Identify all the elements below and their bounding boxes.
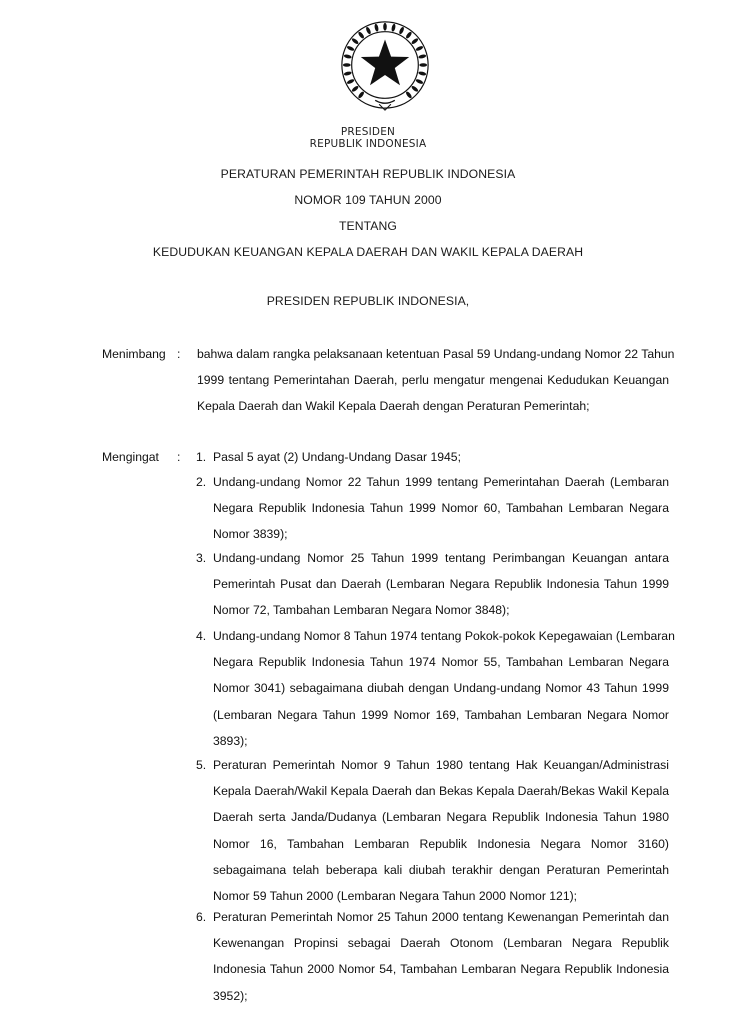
wreath-leaf [346, 45, 355, 52]
wreath-leaf [374, 24, 379, 32]
wreath-leaf [419, 63, 427, 67]
wreath-leaf [383, 23, 387, 31]
mengingat-item-number: 1. [196, 450, 207, 464]
mengingat-item-line: (Lembaran Negara Tahun 1999 Nomor 169, Tambahan Lembaran Negara Nomor [213, 707, 669, 722]
wreath-leaf [344, 54, 352, 59]
menimbang-text [197, 341, 675, 420]
mengingat-item [213, 623, 675, 754]
mengingat-label: Mengingat [102, 450, 159, 464]
mengingat-item [213, 904, 669, 1009]
wreath-leaf [351, 37, 359, 45]
wreath-leaf [357, 91, 365, 99]
mengingat-item-line: Pemerintah Pusat dan Daerah (Lembaran Negara Republik Indonesia Tahun 1999 [213, 577, 669, 592]
regulation-tentang: TENTANG [338, 219, 398, 233]
wreath-leaf [343, 63, 351, 67]
mengingat-item-line: Undang-undang Nomor 25 Tahun 1999 tentang Perimbangan Keuangan antara [213, 551, 669, 565]
mengingat-item-line: 3952); [213, 988, 248, 1003]
mengingat-colon: : [177, 450, 181, 464]
wreath-leaf [415, 78, 424, 85]
mengingat-item [213, 444, 669, 470]
mengingat-item-number: 4. [196, 629, 207, 643]
mengingat-item-line: Daerah serta Janda/Dudanya (Lembaran Negara Republik Indonesia Tahun 1980 [213, 810, 669, 825]
mengingat-item-line: sebagaimana telah beberapa kali diubah terakhir dengan Peraturan Pemerintah [213, 862, 669, 877]
regulation-title: PERATURAN PEMERINTAH REPUBLIK INDONESIA [220, 167, 516, 181]
mengingat-item-line: Nomor 72, Tambahan Lembaran Negara Nomor 3848); [213, 603, 510, 618]
wreath-leaf [415, 45, 424, 52]
regulation-number: NOMOR 109 TAHUN 2000 [294, 193, 442, 207]
mengingat-item-line: Pasal 5 ayat (2) Undang-Undang Dasar 1945; [213, 450, 461, 464]
mengingat-item-line: Kepala Daerah/Wakil Kepala Daerah dan Bekas Kepala Daerah/Bekas Wakil Kepala [213, 784, 669, 799]
menimbang-line: bahwa dalam rangka pelaksanaan ketentuan Pasal 59 Undang-undang Nomor 22 Tahun [197, 347, 675, 361]
president-heading: PRESIDEN REPUBLIK INDONESIA, [266, 294, 470, 308]
mengingat-item-line: Nomor 16, Tambahan Lembaran Republik Indonesia Negara Nomor 3160) [213, 836, 669, 851]
wreath-leaf [405, 91, 413, 99]
mengingat-item [213, 469, 669, 548]
mengingat-item-line: Undang-undang Nomor 22 Tahun 1999 tentang Pemerintahan Daerah (Lembaran [213, 475, 669, 489]
mengingat-item-line: Undang-undang Nomor 8 Tahun 1974 tentang Pokok-pokok Kepegawaian (Lembaran [213, 629, 675, 643]
mengingat-item-line: Nomor 3839); [213, 527, 288, 542]
wreath-leaf [351, 85, 359, 93]
mengingat-item [213, 545, 669, 624]
header-republik-indonesia: REPUBLIK INDONESIA [309, 138, 427, 150]
mengingat-item-line: Negara Republik Indonesia Tahun 1999 Nomor 60, Tambahan Lembaran Negara [213, 501, 669, 516]
menimbang-colon: : [177, 347, 181, 361]
mengingat-item [213, 752, 669, 909]
mengingat-item-line: Negara Republik Indonesia Tahun 1974 Nomor 55, Tambahan Lembaran Negara [213, 655, 669, 670]
menimbang-line: 1999 tentang Pemerintahan Daerah, perlu mengatur mengenai Kedudukan Keuangan [197, 373, 669, 388]
wreath-leaf [411, 37, 419, 45]
wreath-leaf [346, 78, 355, 85]
mengingat-item-line: Nomor 3041) sebagaimana diubah dengan Undang-undang Nomor 43 Tahun 1999 [213, 681, 669, 696]
menimbang-line: Kepala Daerah dan Wakil Kepala Daerah dengan Peraturan Pemerintah; [197, 399, 590, 414]
header-presiden: PRESIDEN [340, 126, 396, 138]
wreath-leaf [418, 54, 426, 59]
wreath-leaf [418, 71, 426, 76]
mengingat-item-line: Nomor 59 Tahun 2000 (Lembaran Negara Tahun 2000 Nomor 121); [213, 888, 578, 903]
wreath-leaf [405, 31, 413, 39]
menimbang-label: Menimbang [102, 347, 166, 361]
mengingat-item-line: Kewenangan Propinsi sebagai Daerah Otonom (Lembaran Negara Republik [213, 936, 669, 951]
mengingat-item-line: 3893); [213, 733, 248, 748]
regulation-subject: KEDUDUKAN KEUANGAN KEPALA DAERAH DAN WAKIL KEPALA DAERAH [152, 245, 584, 259]
wreath-leaf [365, 26, 372, 35]
mengingat-item-line: Indonesia Tahun 2000 Nomor 54, Tambahan Lembaran Negara Republik Indonesia [213, 962, 669, 977]
wreath-leaf [357, 31, 365, 39]
mengingat-item-number: 3. [196, 551, 207, 565]
wreath-leaf [344, 71, 352, 76]
mengingat-item-number: 5. [196, 758, 207, 772]
garuda-star-emblem-icon [336, 16, 434, 114]
wreath-leaf [391, 24, 396, 32]
mengingat-item-number: 6. [196, 910, 207, 924]
wreath-leaf [411, 85, 419, 93]
mengingat-item-number: 2. [196, 475, 207, 489]
wreath-leaf [398, 26, 405, 35]
mengingat-item-line: Peraturan Pemerintah Nomor 9 Tahun 1980 tentang Hak Keuangan/Administrasi [213, 758, 669, 772]
mengingat-item-line: Peraturan Pemerintah Nomor 25 Tahun 2000 tentang Kewenangan Pemerintah dan [213, 910, 669, 924]
